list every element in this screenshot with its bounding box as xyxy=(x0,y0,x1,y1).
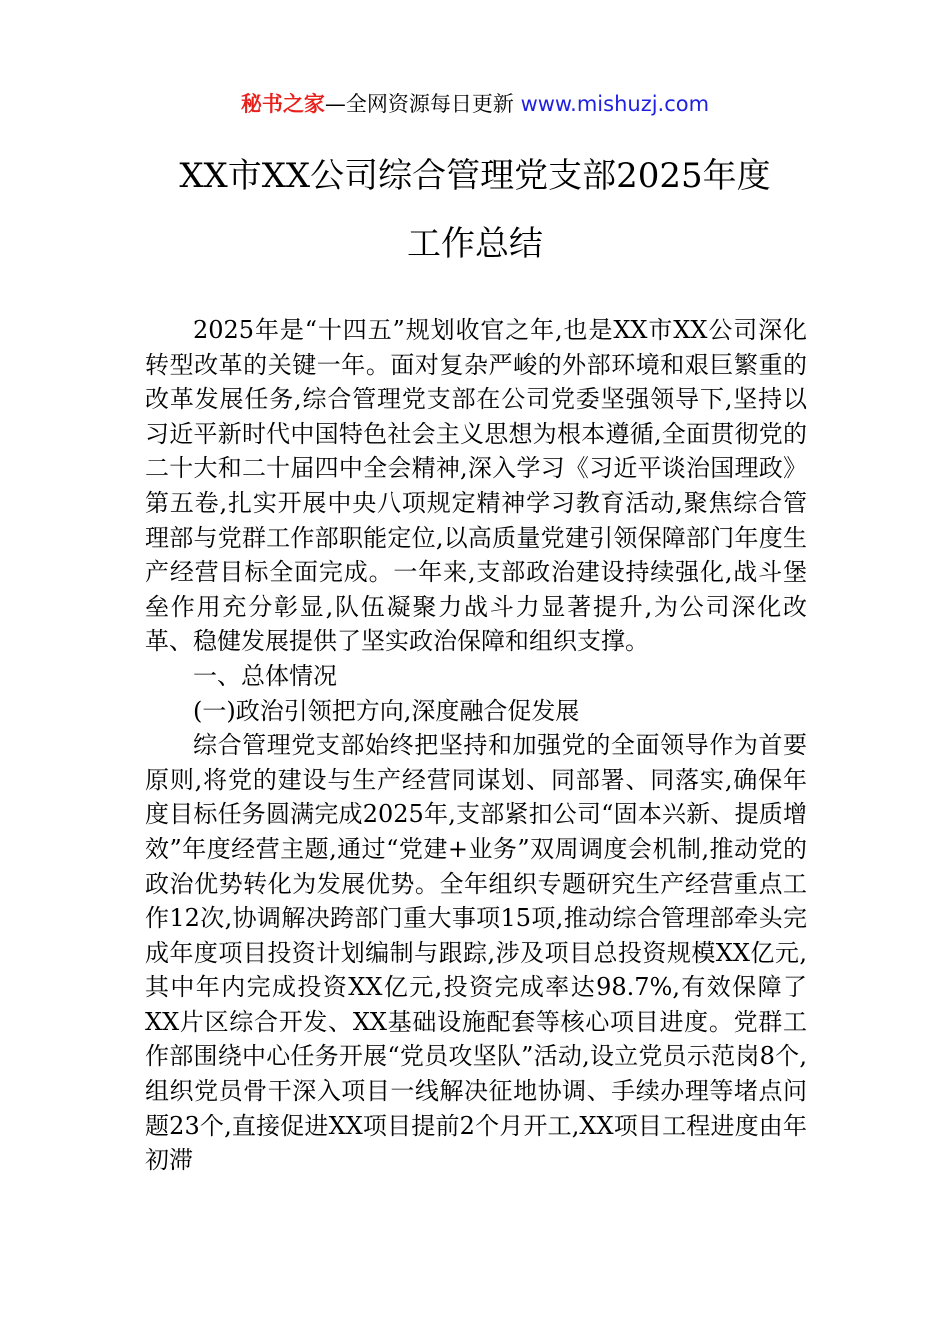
header-tagline: 全网资源每日更新 xyxy=(345,92,514,116)
document-title-line-2: 工作总结 xyxy=(407,224,543,264)
watermark-header xyxy=(0,88,950,120)
body-paragraph: 综合管理党支部始终把坚持和加强党的全面领导作为首要原则,将党的建设与生产经营同谋划、同部署、同落实,确保年度目标任务圆满完成2025年,支部紧扣公司“固本兴新、提质增效”年度经营主题,通过“党建+业务”双周调度会机制,推动党的政治优势转化为发展优势。全年组织专题研究生产经营重点工作12次,协调解决跨部门重大事项15项,推动综合管理部牵头完成年度项目投资计划编制与跟踪,涉及项目总投资规模XX亿元,其中年内完成投资XX亿元,投资完成率达98.7%,有效保障了XX片区综合开发、XX基础设施配套等核心项目进度。党群工作部围绕中心任务开展“党员攻坚队”活动,设立党员示范岗8个,组织党员骨干深入项目一线解决征地协调、手续办理等堵点问题23个,直接促进XX项目提前2个月开工,XX项目工程进度由年初滞 xyxy=(145,731,807,1175)
header-separator: — xyxy=(324,92,346,116)
document-body xyxy=(145,313,807,1178)
subsection-heading: (一)政治引领把方向,深度融合促发展 xyxy=(193,696,580,725)
intro-paragraph: 2025年是“十四五”规划收官之年,也是XX市XX公司深化转型改革的关键一年。面对复杂严峻的外部环境和艰巨繁重的改革发展任务,综合管理党支部在公司党委坚强领导下,坚持以习近平新时代中国特色社会主义思想为根本遵循,全面贯彻党的二十大和二十届四中全会精神,深入学习《习近平谈治国理政》第五卷,扎实开展中央八项规定精神学习教育活动,聚焦综合管理部与党群工作部职能定位,以高质量党建引领保障部门年度生产经营目标全面完成。一年来,支部政治建设持续强化,战斗堡垒作用充分彰显,队伍凝聚力战斗力显著提升,为公司深化改革、稳健发展提供了坚实政治保障和组织支撑。 xyxy=(145,316,807,656)
brand-name: 秘书之家 xyxy=(240,92,325,116)
site-link[interactable]: www.mishuzj.com xyxy=(520,92,710,116)
section-heading: 一、总体情况 xyxy=(193,661,337,690)
document-title-line-1: XX市XX公司综合管理党支部2025年度 xyxy=(179,156,771,196)
